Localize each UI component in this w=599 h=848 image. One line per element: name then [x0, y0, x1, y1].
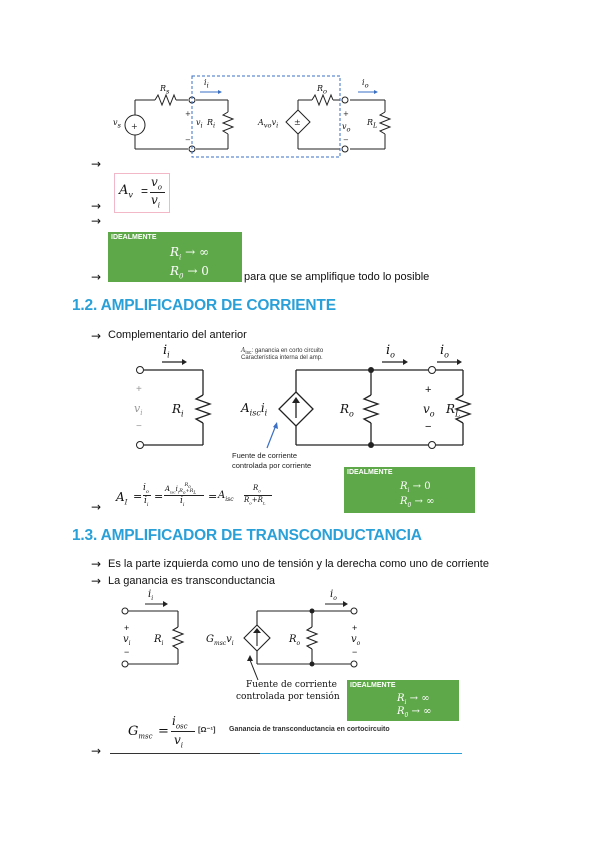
divider-rule-accent: [260, 753, 462, 754]
ii-label: $i_i$: [204, 78, 209, 90]
ideal-box-voltage: IDEALMENTE $R_i$ → ∞ $R_0 \to 0$: [108, 232, 242, 282]
rl-label: $R_L$: [367, 118, 378, 130]
io-label: $i_o$: [362, 78, 369, 90]
vo-label: $v_o$: [423, 402, 435, 419]
vo-minus: −: [352, 647, 358, 657]
vo-label: $v_o$: [342, 122, 351, 134]
bullet-arrow: →: [91, 744, 102, 758]
ri-label: $R_i$: [154, 634, 164, 647]
svg-text:+: +: [343, 110, 349, 118]
voltage-gain-formula: $A_v$ = $v_o$ $v_i$: [114, 173, 170, 213]
svg-text:+: +: [185, 110, 191, 118]
io-load-label: $i_o$: [440, 343, 449, 360]
gmsc-source-label: $G_{msc}v_i$: [206, 634, 234, 647]
callout-line2: controlada por corriente: [232, 461, 312, 470]
svg-text:±: ±: [294, 118, 301, 127]
vo-plus: +: [425, 384, 432, 396]
vs-label: $v_s$: [113, 118, 121, 130]
ideal-box-transconductance: IDEALMENTE $R_i$ → ∞ $R_0$ → ∞: [347, 680, 459, 721]
vi-plus: +: [124, 623, 130, 633]
io-label: $i_o$: [330, 589, 337, 602]
ro-label: $R_o$: [317, 84, 328, 96]
vo-minus: −: [425, 421, 432, 433]
bullet-arrow: →: [91, 214, 102, 228]
vi-label: $v_i$: [123, 634, 131, 647]
bullet-left-right: Es la parte izquierda como uno de tensión y la derecha como uno de corriente: [108, 558, 489, 570]
vi-label: $v_i$: [196, 118, 203, 130]
heading-current-amplifier: 1.2. AMPLIFICADOR DE CORRIENTE: [72, 297, 336, 314]
bullet-arrow: →: [91, 574, 102, 588]
ri-label: $R_i$: [172, 402, 184, 419]
ii-label: $i_i$: [148, 589, 154, 602]
vi-minus: −: [124, 647, 130, 657]
ii-label: $i_i$: [163, 343, 170, 360]
callout-line2: controlada por tensión: [236, 692, 340, 702]
bullet-arrow: →: [91, 329, 102, 343]
bullet-arrow: →: [91, 157, 102, 171]
io-label: $i_o$: [386, 343, 395, 360]
svg-text:−: −: [185, 136, 191, 144]
transconductance-formula: $G_{msc}$ = $i_{osc}$ $v_i$: [128, 711, 228, 751]
rs-label: $R_s$: [160, 84, 170, 96]
heading-transconductance-amplifier: 1.3. AMPLIFICADOR DE TRANSCONDUCTANCIA: [72, 527, 422, 544]
aisc-source-label: $A_{isc}i_i$: [241, 401, 268, 418]
ro-label: $R_o$: [340, 402, 354, 419]
ideal-box-current: IDEALMENTE $R_i \to 0$ $R_0$ → ∞: [344, 467, 475, 513]
avo-source-label: $A_{vo}v_i$: [258, 118, 279, 130]
bullet-arrow: →: [91, 500, 102, 514]
note-gain: $A_{isc}$: ganancia en corto circuito: [241, 347, 324, 357]
bullet-arrow: →: [91, 199, 102, 213]
current-gain-formula: $A_I$ = $i_o$ $i_i$ = $A_{isc}i_iR_o$ $R_o+R_L$ $i_i$ = $A_{isc}$ $R_0$ $R_o+R_L$: [116, 483, 286, 513]
bullet-arrow: →: [91, 270, 102, 284]
transconductance-amplifier-circuit: [0, 0, 599, 200]
vi-minus: −: [136, 421, 142, 432]
callout-line1: Fuente de corriente: [232, 451, 298, 460]
ri-label: $R_i$: [207, 118, 216, 130]
unit-label: [Ω⁻¹]: [198, 725, 216, 734]
svg-text:+: +: [131, 122, 138, 131]
rl-label: $R_L$: [446, 402, 461, 419]
vi-plus: +: [136, 384, 142, 395]
vo-label: $v_o$: [351, 634, 361, 647]
transconductance-caption: Ganancia de transconductancia en cortocircuito: [229, 726, 390, 733]
bullet-complementary: Complementario del anterior: [108, 329, 247, 341]
callout-line1: Fuente de corriente: [246, 680, 337, 690]
ro-label: $R_o$: [289, 634, 301, 647]
bullet-gain: La ganancia es transconductancia: [108, 575, 275, 587]
note-internal: Característica interna del amp.: [241, 355, 323, 361]
vo-plus: +: [352, 623, 358, 633]
vi-label: $v_i$: [134, 402, 143, 418]
svg-text:−: −: [343, 136, 349, 144]
bullet-arrow: →: [91, 557, 102, 571]
ideal-caption: para que se amplifique todo lo posible: [244, 271, 430, 283]
